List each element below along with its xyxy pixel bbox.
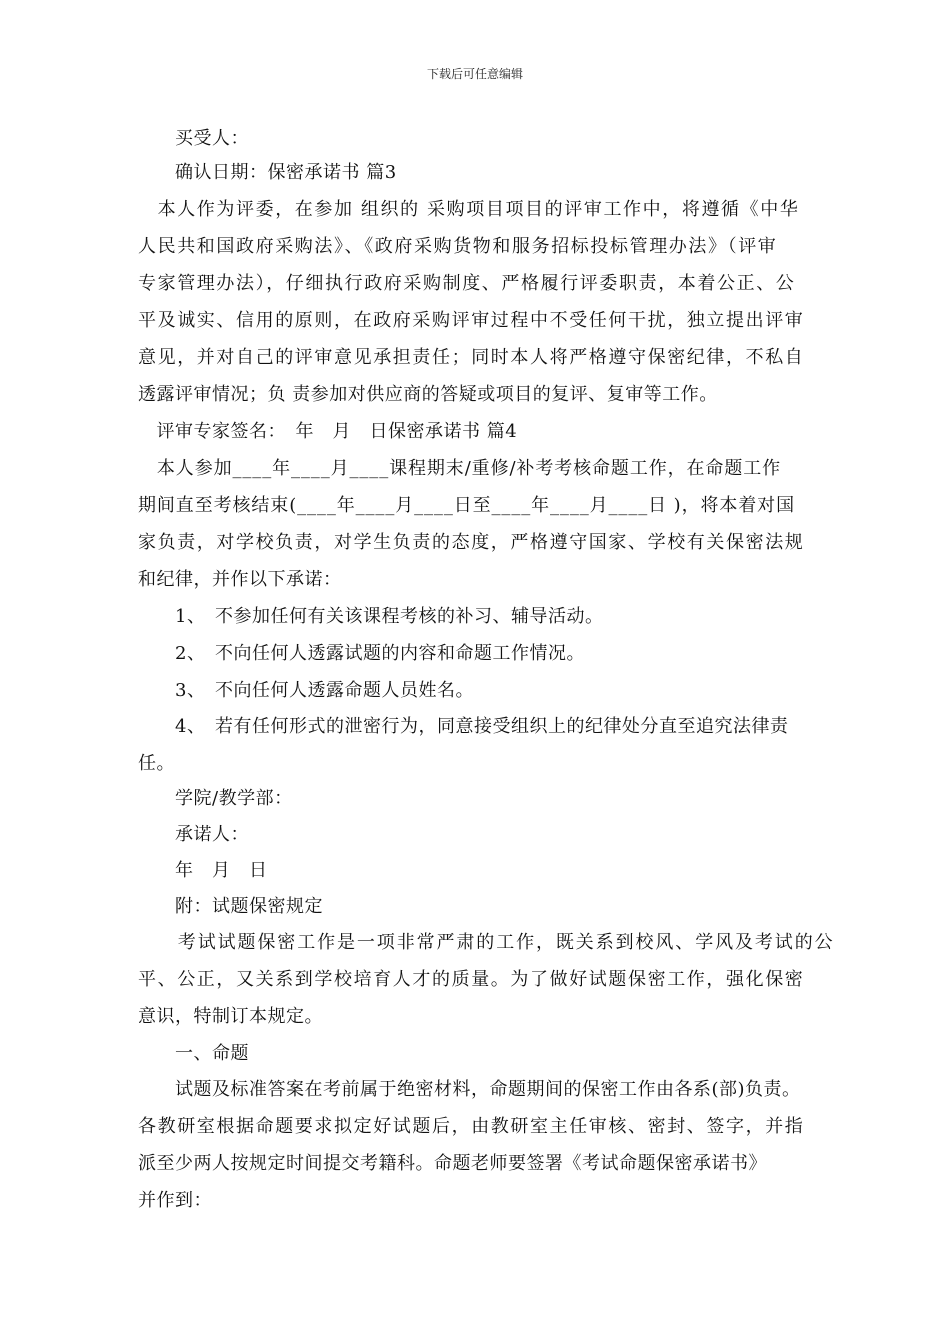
paragraph-line: 并作到：: [138, 1190, 212, 1211]
paragraph-line: 透露评审情况；负 责参加对供应商的答疑或项目的复评、复审等工作。: [138, 384, 718, 405]
list-item: 2、 不向任何人透露试题的内容和命题工作情况。: [138, 643, 585, 664]
paragraph-line: 意识，特制订本规定。: [138, 1006, 323, 1027]
list-item: 1、 不参加任何有关该课程考核的补习、辅导活动。: [138, 606, 604, 627]
section-heading: 一、命题: [138, 1043, 249, 1064]
paragraph-line: 平、公正，又关系到学校培育人才的质量。为了做好试题保密工作，强化保密: [138, 969, 805, 990]
confirm-date-heading: 确认日期：保密承诺书 篇3: [138, 162, 397, 183]
list-item: 4、 若有任何形式的泄密行为，同意接受组织上的纪律处分直至追究法律责: [138, 716, 789, 737]
appendix-heading: 附：试题保密规定: [138, 896, 323, 917]
page-header: 下载后可任意编辑: [426, 67, 523, 81]
promisor-line: 承诺人：: [138, 824, 249, 845]
paragraph-line: 和纪律，并作以下承诺：: [138, 569, 342, 590]
department-line: 学院/教学部：: [138, 788, 293, 809]
date-line: 年 月 日: [138, 860, 268, 881]
paragraph-line: 试题及标准答案在考前属于绝密材料，命题期间的保密工作由各系(部)负责。: [138, 1079, 801, 1100]
paragraph-line: 平及诚实、信用的原则，在政府采购评审过程中不受任何干扰，独立提出评审: [138, 310, 805, 331]
paragraph-line: 意见，并对自己的评审意见承担责任；同时本人将严格遵守保密纪律，不私自: [138, 347, 805, 368]
paragraph-line: 期间直至考核结束(____年____月____日至____年____月____日 )，将本着对国: [138, 495, 795, 516]
paragraph-line: 人民共和国政府采购法》、《政府采购货物和服务招标投标管理办法》（评审: [138, 236, 778, 257]
buyer-line: 买受人：: [138, 128, 249, 149]
paragraph-line: 各教研室根据命题要求拟定好试题后，由教研室主任审核、密封、签字，并指: [138, 1116, 805, 1137]
paragraph-line: 本人作为评委，在参加 组织的 采购项目项目的评审工作中，将遵循《中华: [138, 199, 800, 220]
paragraph-line: 本人参加____年____月____课程期末/重修/补考考核命题工作，在命题工作: [138, 458, 782, 479]
paragraph-line: 派至少两人按规定时间提交考籍科。命题老师要签署《考试命题保密承诺书》: [138, 1153, 767, 1174]
paragraph-line: 专家管理办法），仔细执行政府采购制度、严格履行评委职责，本着公正、公: [138, 273, 796, 294]
paragraph-line: 任。: [138, 753, 175, 774]
paragraph-line: 家负责，对学校负责，对学生负责的态度，严格遵守国家、学校有关保密法规: [138, 532, 805, 553]
signature-heading: 评审专家签名： 年 月 日保密承诺书 篇4: [138, 421, 518, 442]
list-item: 3、 不向任何人透露命题人员姓名。: [138, 680, 474, 701]
paragraph-line: 考试试题保密工作是一项非常严肃的工作，既关系到校风、学风及考试的公: [138, 932, 835, 953]
